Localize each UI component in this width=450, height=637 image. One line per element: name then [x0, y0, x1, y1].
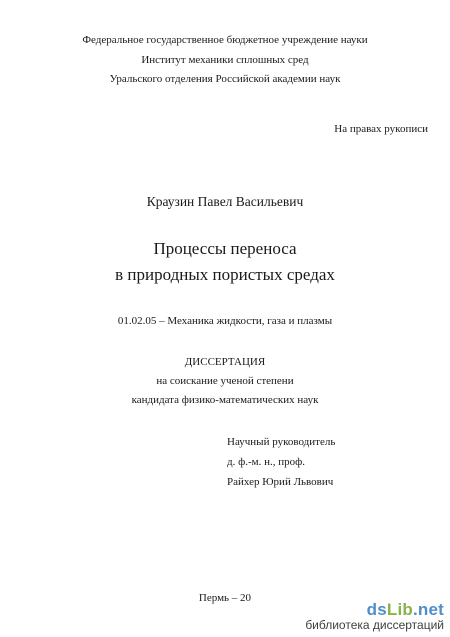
- institution-line-1: Федеральное государственное бюджетное учреждение науки: [82, 34, 368, 46]
- logo-net: .net: [412, 600, 444, 619]
- supervisor-label: Научный руководитель: [227, 436, 336, 448]
- logo-lib: Lib: [386, 600, 413, 619]
- dslib-watermark: [305, 601, 444, 631]
- dissertation-line-1: на соискание ученой степени: [156, 375, 294, 387]
- institution-line-3: Уральского отделения Российской академии наук: [109, 73, 341, 85]
- supervisor-degree: д. ф.-м. н., проф.: [227, 456, 305, 468]
- author-name: Краузин Павел Васильевич: [146, 194, 304, 209]
- title-line-1: Процессы переноса: [153, 239, 297, 258]
- supervisor-name: Райхер Юрий Львович: [227, 476, 334, 488]
- footer-city-year: Пермь – 20: [198, 592, 252, 604]
- dissertation-label: ДИССЕРТАЦИЯ: [184, 356, 266, 368]
- watermark-tagline: библиотека диссертаций: [305, 618, 444, 632]
- logo-ds: ds: [366, 600, 387, 619]
- specialty: 01.02.05 – Механика жидкости, газа и плазмы: [117, 315, 333, 327]
- dslib-logo: [305, 601, 444, 618]
- title-line-2: в природных пористых средах: [115, 265, 335, 284]
- institution-line-2: Институт механики сплошных сред: [141, 54, 309, 66]
- rights-note: На правах рукописи: [334, 123, 428, 135]
- dissertation-line-2: кандидата физико-математических наук: [131, 394, 319, 406]
